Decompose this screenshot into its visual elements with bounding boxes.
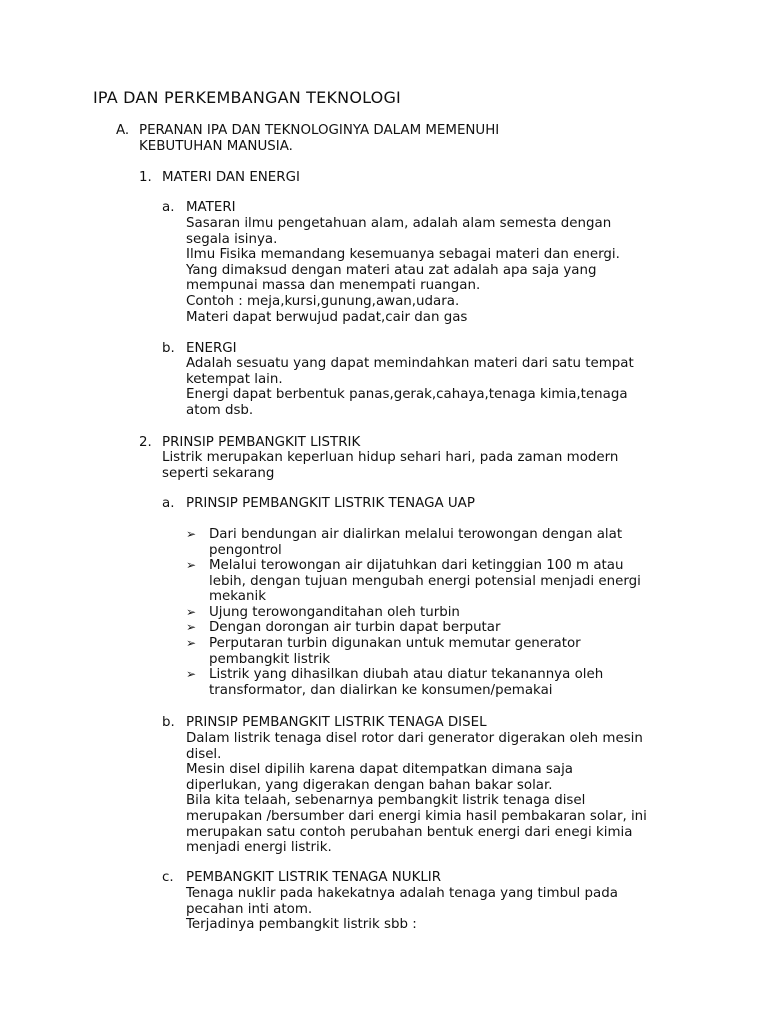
list-item [186, 605, 686, 621]
item-2a-label: a. [162, 496, 175, 511]
list-item [186, 667, 686, 698]
document-title: IPA DAN PERKEMBANGAN TEKNOLOGI [93, 88, 401, 107]
item-2a-heading: PRINSIP PEMBANGKIT LISTRIK TENAGA UAP [186, 496, 475, 511]
list-item [186, 558, 686, 605]
item-2-intro-text: Listrik merupakan keperluan hidup sehari hari, pada zaman modern seperti sekarang [162, 450, 619, 481]
bullet-text: Melalui terowongan air dijatuhkan dari ketinggian 100 m atau lebih, dengan tujuan mengubah energi potensial menjadi energi mekanik [209, 558, 641, 605]
bullet-text: Dengan dorongan air turbin dapat berputar [209, 620, 501, 636]
item-1b-heading: ENERGI [186, 341, 237, 356]
item-2c-body-text: Tenaga nuklir pada hakekatnya adalah tenaga yang timbul pada pecahan inti atom. Terjadinya pembangkit listrik sbb : [186, 886, 618, 933]
item-2c-heading: PEMBANGKIT LISTRIK TENAGA NUKLIR [186, 870, 442, 885]
item-1-heading: MATERI DAN ENERGI [162, 170, 300, 185]
item-1b-body-text: Adalah sesuatu yang dapat memindahkan materi dari satu tempat ketempat lain. Energi dapat berbentuk panas,gerak,cahaya,tenaga kimia,tenaga atom dsb. [186, 356, 634, 418]
arrow-bullet-icon: ➢ [186, 604, 197, 619]
item-1b-label: b. [162, 341, 175, 356]
item-2b-label: b. [162, 715, 175, 730]
section-a-label: A. [116, 123, 130, 138]
section-a-heading-text: PERANAN IPA DAN TEKNOLOGINYA DALAM MEMENUHI KEBUTUHAN MANUSIA. [139, 123, 500, 154]
item-1-label: 1. [139, 170, 152, 185]
item-2b-body [186, 731, 647, 856]
item-1b-body [186, 356, 634, 418]
item-2c-label: c. [162, 870, 174, 885]
item-2-heading: PRINSIP PEMBANGKIT LISTRIK [162, 435, 361, 450]
item-1a-body-text: Sasaran ilmu pengetahuan alam, adalah alam semesta dengan segala isinya. Ilmu Fisika memandang kesemuanya sebagai materi dan energi. Yang dimaksud dengan materi atau zat adalah apa saja yang mempunai massa dan menempati ruangan. Contoh : meja,kursi,gunung,awan,udara. Materi dapat berwujud padat,cair dan gas [186, 216, 620, 325]
item-2c-body [186, 886, 618, 933]
bullet-text: Dari bendungan air dialirkan melalui terowongan dengan alat pengontrol [209, 527, 623, 558]
item-1a-heading: MATERI [186, 200, 236, 215]
arrow-bullet-icon: ➢ [186, 620, 197, 635]
bullet-text: Listrik yang dihasilkan diubah atau diatur tekanannya oleh transformator, dan dialirkan ke konsumen/pemakai [209, 667, 604, 698]
arrow-bullet-icon: ➢ [186, 527, 197, 541]
item-1a-body [186, 216, 620, 325]
item-1a-label: a. [162, 200, 175, 215]
arrow-bullet-icon: ➢ [186, 667, 197, 682]
item-2b-heading: PRINSIP PEMBANGKIT LISTRIK TENAGA DISEL [186, 715, 487, 730]
arrow-bullet-icon: ➢ [186, 558, 197, 572]
section-a-heading [139, 123, 499, 154]
item-2a-bullet-list [186, 527, 686, 698]
item-2-intro [162, 450, 618, 481]
arrow-bullet-icon: ➢ [186, 635, 197, 650]
list-item [186, 527, 686, 558]
list-item [186, 636, 686, 667]
bullet-text: Ujung terowonganditahan oleh turbin [209, 604, 460, 620]
item-2b-body-text: Dalam listrik tenaga disel rotor dari generator digerakan oleh mesin disel. Mesin disel dipilih karena dapat ditempatkan dimana saja diperlukan, yang digerakan dengan bahan bakar solar. Bila kita telaah, sebenarnya pembangkit listrik tenaga disel merupakan /bersumber dari energi kimia hasil pembakaran solar, ini merupakan satu contoh perubahan bentuk energi dari enegi kimia menjadi energi listrik. [186, 731, 647, 856]
list-item [186, 620, 686, 636]
bullet-text: Perputaran turbin digunakan untuk memutar generator pembangkit listrik [209, 635, 581, 667]
item-2-label: 2. [139, 435, 152, 450]
